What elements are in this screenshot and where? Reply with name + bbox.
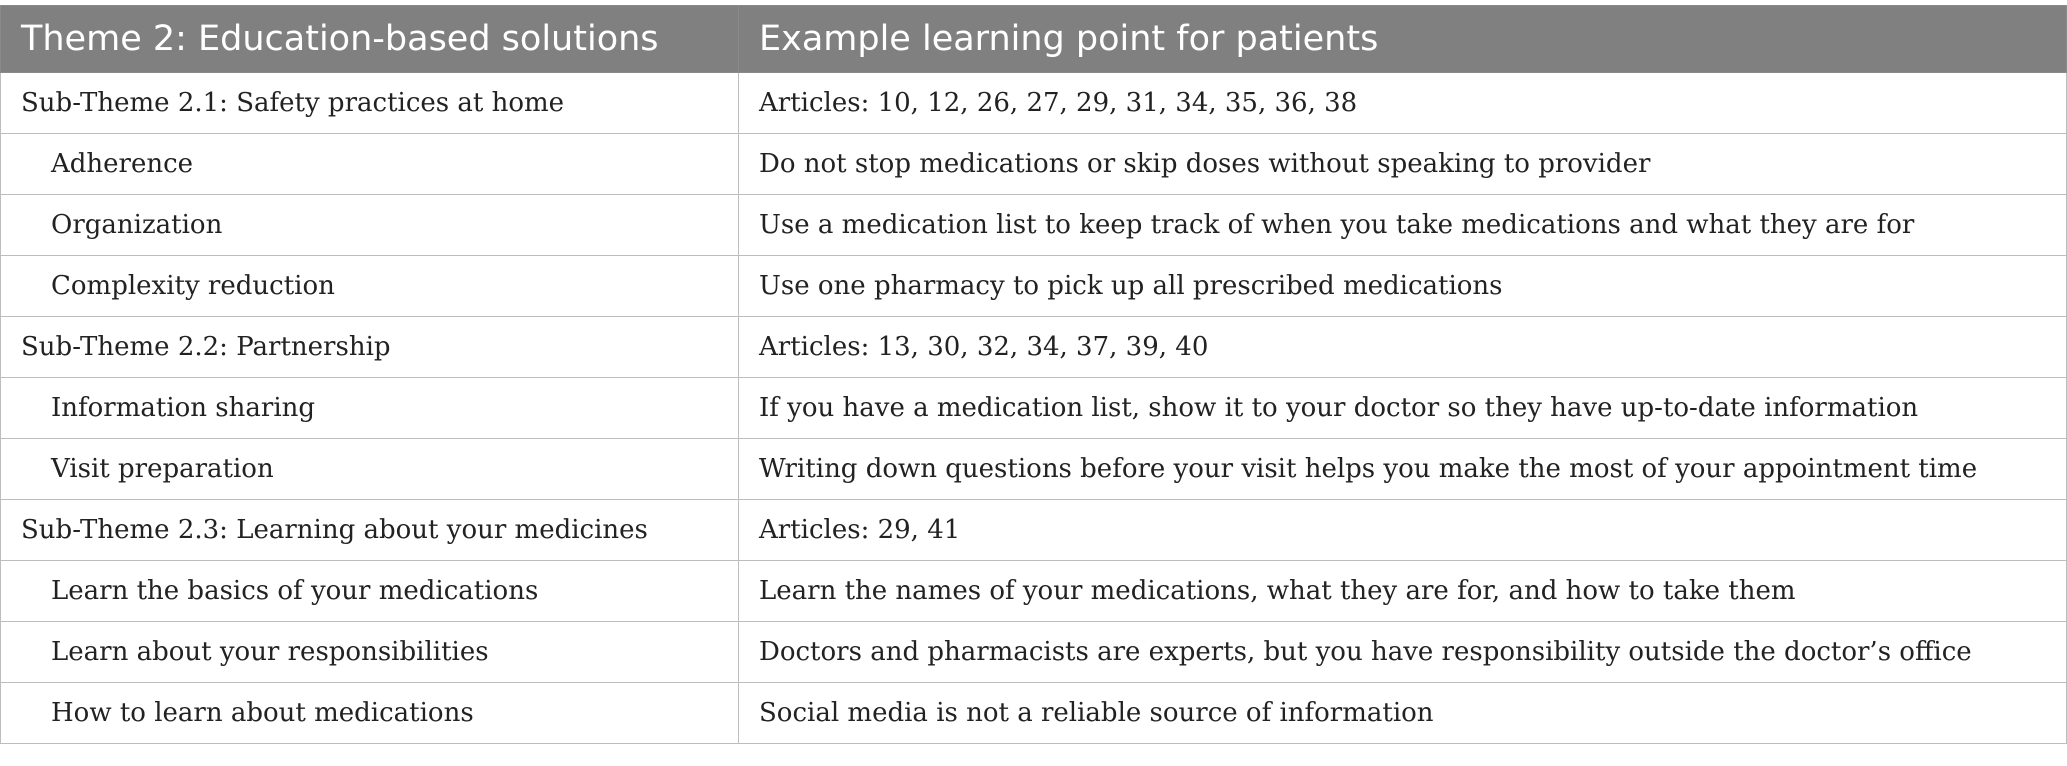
row-label: Organization [1, 195, 739, 256]
education-solutions-table-container [0, 5, 2066, 744]
table-row-subtheme-2-3 [1, 500, 2067, 561]
table-row [1, 622, 2067, 683]
row-label: Learn about your responsibilities [1, 622, 739, 683]
row-value: If you have a medication list, show it to your doctor so they have up-to-date information [739, 378, 2067, 439]
table-row [1, 561, 2067, 622]
table-row [1, 378, 2067, 439]
row-label: Sub-Theme 2.2: Partnership [1, 317, 739, 378]
table-row-subtheme-2-1 [1, 73, 2067, 134]
table-row [1, 134, 2067, 195]
row-value: Use one pharmacy to pick up all prescribed medications [739, 256, 2067, 317]
table-row-subtheme-2-2 [1, 317, 2067, 378]
row-value: Learn the names of your medications, what they are for, and how to take them [739, 561, 2067, 622]
row-label: Complexity reduction [1, 256, 739, 317]
row-label: Learn the basics of your medications [1, 561, 739, 622]
row-value: Do not stop medications or skip doses without speaking to provider [739, 134, 2067, 195]
row-value: Use a medication list to keep track of when you take medications and what they are for [739, 195, 2067, 256]
header-row [1, 6, 2067, 73]
row-label: Information sharing [1, 378, 739, 439]
education-solutions-table [0, 5, 2067, 744]
table-row [1, 195, 2067, 256]
table-body [1, 73, 2067, 744]
row-value: Articles: 10, 12, 26, 27, 29, 31, 34, 35, 36, 38 [739, 73, 2067, 134]
header-learning-point: Example learning point for patients [739, 6, 2067, 73]
row-label: Sub-Theme 2.3: Learning about your medicines [1, 500, 739, 561]
row-label: How to learn about medications [1, 683, 739, 744]
row-label: Visit preparation [1, 439, 739, 500]
row-value: Social media is not a reliable source of information [739, 683, 2067, 744]
table-row [1, 683, 2067, 744]
row-label: Sub-Theme 2.1: Safety practices at home [1, 73, 739, 134]
row-label: Adherence [1, 134, 739, 195]
header-theme: Theme 2: Education-based solutions [1, 6, 739, 73]
table-row [1, 439, 2067, 500]
row-value: Writing down questions before your visit helps you make the most of your appointment time [739, 439, 2067, 500]
row-value: Articles: 13, 30, 32, 34, 37, 39, 40 [739, 317, 2067, 378]
table-header [1, 6, 2067, 73]
row-value: Doctors and pharmacists are experts, but you have responsibility outside the doctor’s office [739, 622, 2067, 683]
table-row [1, 256, 2067, 317]
row-value: Articles: 29, 41 [739, 500, 2067, 561]
